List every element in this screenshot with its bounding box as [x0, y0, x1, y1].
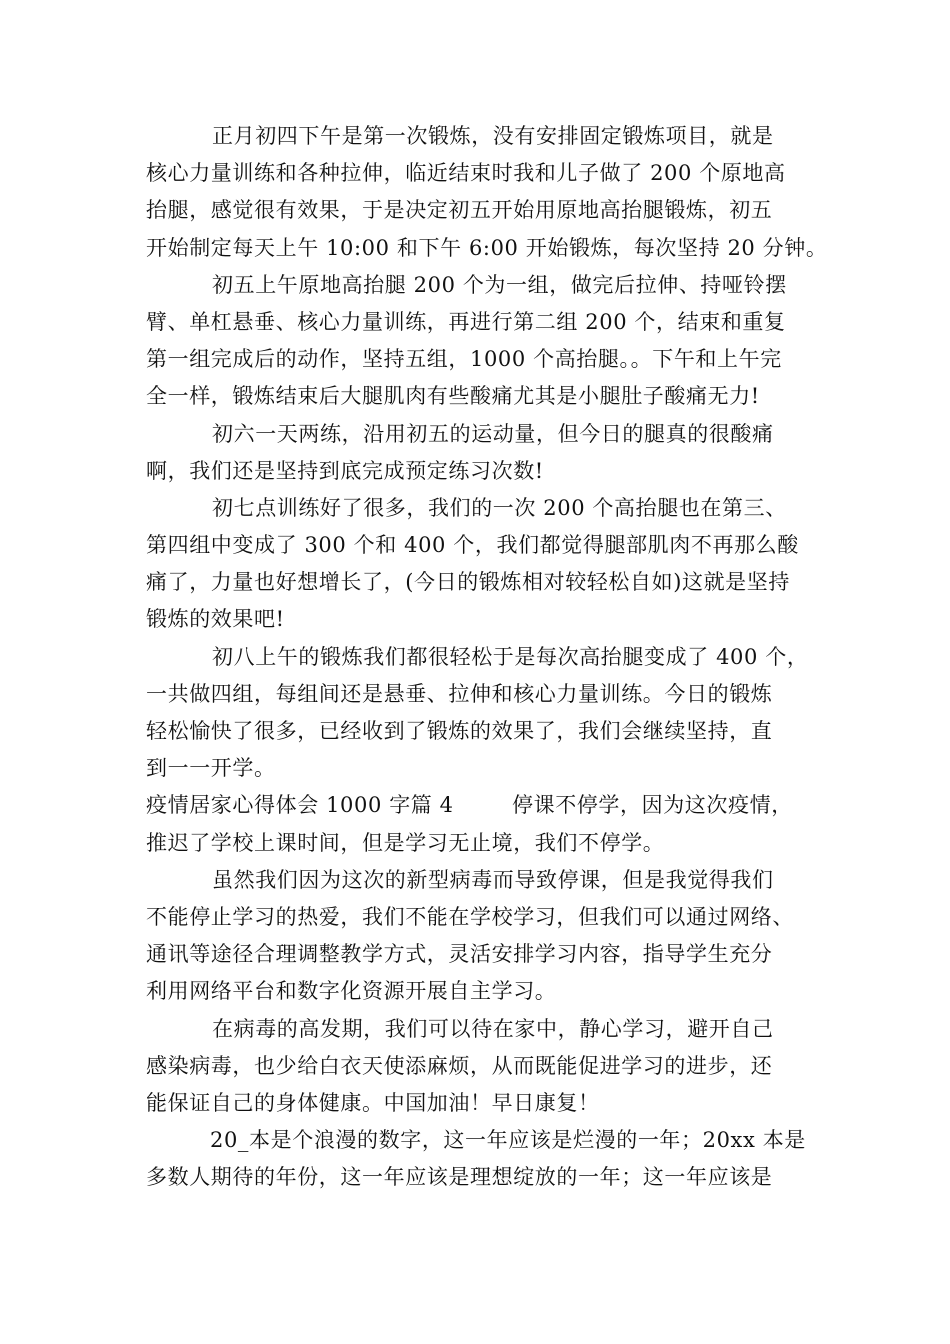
- paragraph-line: 痛了，力量也好想增长了，(今日的锻炼相对较轻松自如)这就是坚持: [146, 570, 790, 595]
- paragraph-line: 第一组完成后的动作，坚持五组，1000 个高抬腿。。下午和上午完: [146, 347, 782, 372]
- paragraph-line: 轻松愉快了很多，已经收到了锻炼的效果了，我们会继续坚持，直: [146, 719, 773, 743]
- paragraph-line: 能保证自己的身体健康。中国加油！早日康复！: [146, 1090, 600, 1115]
- section-heading: [146, 787, 814, 824]
- paragraph-line: 正月初四下午是第一次锻炼，没有安排固定锻炼项目，就是: [212, 124, 774, 148]
- paragraph-line: 利用网络平台和数字化资源开展自主学习。: [146, 979, 557, 1004]
- paragraph-line: 不能停止学习的热爱，我们不能在学校学习，但我们可以通过网络、: [146, 904, 794, 929]
- paragraph-line: 锻炼的效果吧!: [146, 607, 285, 632]
- paragraph-line: 初八上午的锻炼我们都很轻松于是每次高抬腿变成了 400 个，: [212, 644, 809, 669]
- paragraph-line: 全一样，锻炼结束后大腿肌肉有些酸痛尤其是小腿肚子酸痛无力!: [146, 384, 760, 409]
- paragraph-line: 初七点训练好了很多，我们的一次 200 个高抬腿也在第三、: [212, 495, 787, 520]
- paragraph-line: 抬腿，感觉很有效果，于是决定初五开始用原地高抬腿锻炼，初五: [146, 198, 773, 223]
- paragraph-line: 第四组中变成了 300 个和 400 个，我们都觉得腿部肌肉不再那么酸: [146, 533, 799, 558]
- paragraph-line: 开始制定每天上午 10:00 和下午 6:00 开始锻炼，每次坚持 20 分钟。: [146, 235, 828, 260]
- paragraph-line: 一共做四组，每组间还是悬垂、拉伸和核心力量训练。今日的锻炼: [146, 681, 773, 706]
- paragraph-line: 多数人期待的年份，这一年应该是理想绽放的一年；这一年应该是: [146, 1165, 773, 1190]
- paragraph-line: 感染病毒，也少给白衣天使添麻烦，从而既能促进学习的进步，还: [146, 1053, 773, 1078]
- paragraph-line: 初五上午原地高抬腿 200 个为一组，做完后拉伸、持哑铃摆: [212, 272, 787, 297]
- paragraph-line: 臂、单杠悬垂、核心力量训练，再进行第二组 200 个，结束和重复: [146, 309, 786, 334]
- paragraph-line: 虽然我们因为这次的新型病毒而导致停课，但是我觉得我们: [212, 867, 774, 892]
- paragraph-line: 啊，我们还是坚持到底完成预定练习次数!: [146, 458, 544, 483]
- section-intro-text: 停课不停学，因为这次疫情，: [512, 793, 793, 818]
- paragraph-line: 在病毒的高发期，我们可以待在家中，静心学习，避开自己: [212, 1016, 774, 1041]
- section-title: 疫情居家心得体会 1000 字篇 4: [146, 793, 454, 818]
- paragraph-line: 核心力量训练和各种拉伸，临近结束时我和儿子做了 200 个原地高: [146, 161, 786, 186]
- paragraph-line: 推迟了学校上课时间，但是学习无止境，我们不停学。: [146, 830, 665, 855]
- paragraph-line: 通讯等途径合理调整教学方式，灵活安排学习内容，指导学生充分: [146, 942, 773, 967]
- paragraph-line: 到一一开学。: [146, 756, 276, 781]
- paragraph-line: 初六一天两练，沿用初五的运动量，但今日的腿真的很酸痛: [212, 421, 774, 446]
- paragraph-line: 20_本是个浪漫的数字，这一年应该是烂漫的一年；20xx 本是: [210, 1128, 806, 1153]
- document-body: [146, 118, 828, 1196]
